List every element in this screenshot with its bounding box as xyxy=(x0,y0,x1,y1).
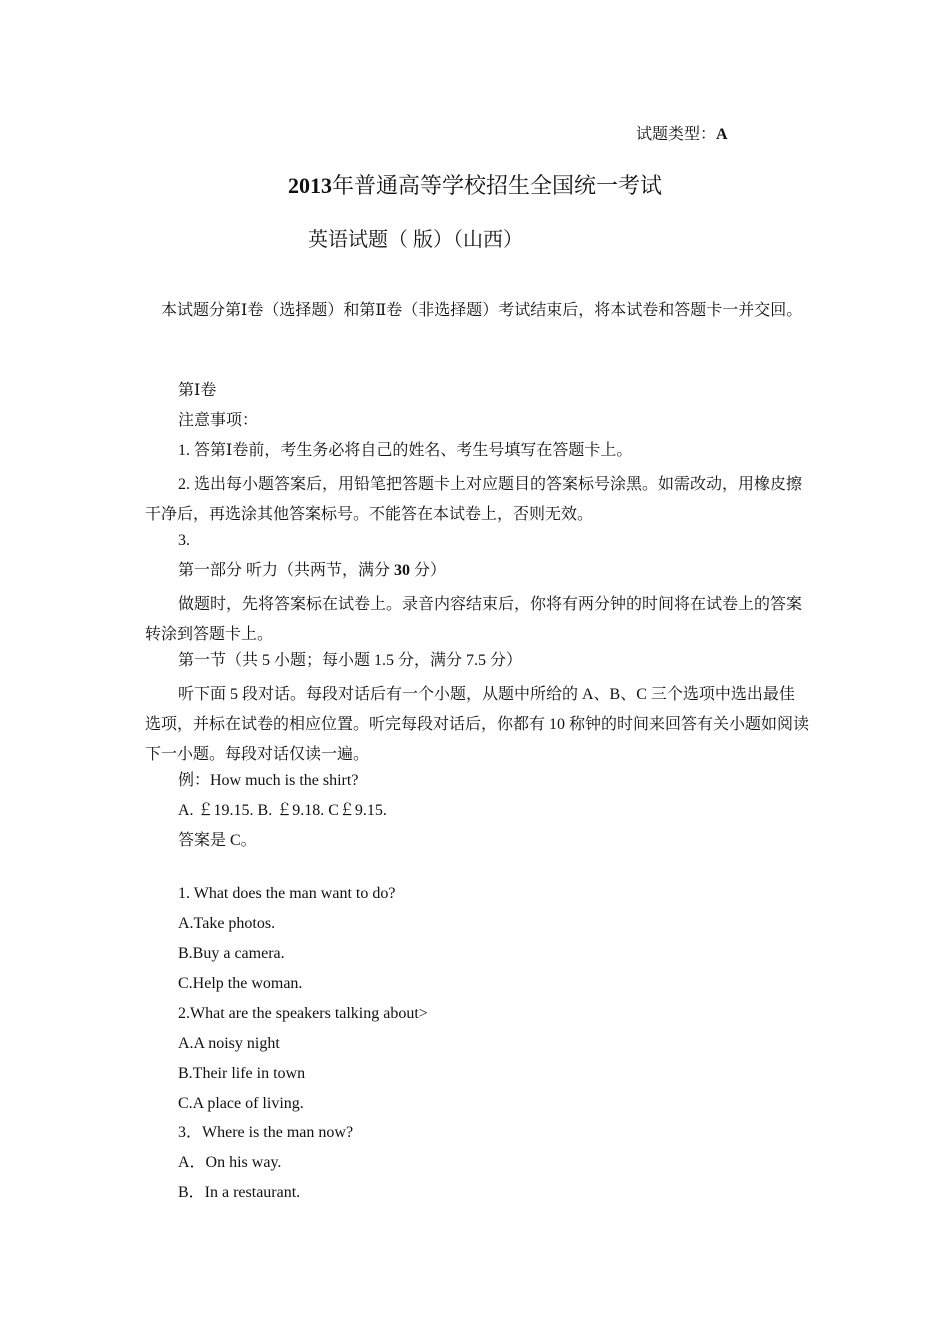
question-2-option-c: C.A place of living. xyxy=(178,1095,304,1112)
question-2-option-b: B.Their life in town xyxy=(178,1065,306,1082)
section1-heading: 第一节（共 5 小题；每小题 1.5 分，满分 7.5 分） xyxy=(178,652,523,669)
part1-heading-score: 30 xyxy=(394,562,411,579)
notice-heading: 注意事项： xyxy=(178,412,259,429)
exam-type xyxy=(636,124,728,146)
example-options: A. ￡19.15. B. ￡9.18. C￡9.15. xyxy=(178,802,387,819)
section1-instruction: 听下面 5 段对话。每段对话后有一个小题，从题中所给的 A、B、C 三个选项中选出最佳选项，并标在试卷的相应位置。听完每段对话后，你都有 10 称钟的时间来回答有关小题如阅读下一小题。每段对话仅读一遍。 xyxy=(145,686,810,763)
question-1-option-a: A.Take photos. xyxy=(178,915,276,932)
part1-heading-prefix: 第一部分 听力（共两节，满分 xyxy=(178,562,391,579)
part1-heading-suffix: 分） xyxy=(414,562,447,579)
part1-instruction: 做题时，先将答案标在试卷上。录音内容结束后，你将有两分钟的时间将在试卷上的答案转涂到答题卡上。 xyxy=(145,596,803,643)
exam-type-value: A xyxy=(716,126,728,143)
question-1: 1. What does the man want to do? xyxy=(178,885,396,902)
question-3-option-a: A．On his way. xyxy=(178,1154,282,1171)
intro-paragraph: 本试题分第Ⅰ卷（选择题）和第Ⅱ卷（非选择题）考试结束后，将本试卷和答题卡一并交回。 xyxy=(161,302,803,319)
example-question: 例：How much is the shirt? xyxy=(178,772,359,789)
question-2: 2.What are the speakers talking about> xyxy=(178,1005,428,1022)
title-year: 2013 xyxy=(287,173,332,198)
question-3-option-b: B．In a restaurant. xyxy=(178,1184,301,1201)
part1-heading xyxy=(178,560,446,582)
notice-item-2: 2. 选出每小题答案后，用铅笔把答题卡上对应题目的答案标号涂黑。如需改动，用橡皮擦干净后，再选涂其他答案标号。不能答在本试卷上，否则无效。 xyxy=(145,476,803,523)
title-text: 年普通高等学校招生全国统一考试 xyxy=(331,173,662,198)
exam-type-label: 试题类型： xyxy=(636,126,717,143)
question-3: 3．Where is the man now? xyxy=(178,1124,354,1141)
question-2-option-a: A.A noisy night xyxy=(178,1035,280,1052)
question-1-option-b: B.Buy a camera. xyxy=(178,945,285,962)
question-1-option-c: C.Help the woman. xyxy=(178,975,303,992)
notice-item-3: 3. xyxy=(178,532,190,549)
notice-item-1: 1. 答第Ⅰ卷前，考生务必将自己的姓名、考生号填写在答题卡上。 xyxy=(178,442,633,459)
volume-heading: 第Ⅰ卷 xyxy=(178,382,217,399)
page-subtitle: 英语试题（ 版）（山西） xyxy=(308,229,523,251)
page-title xyxy=(0,171,950,201)
example-answer: 答案是 C。 xyxy=(178,832,257,849)
